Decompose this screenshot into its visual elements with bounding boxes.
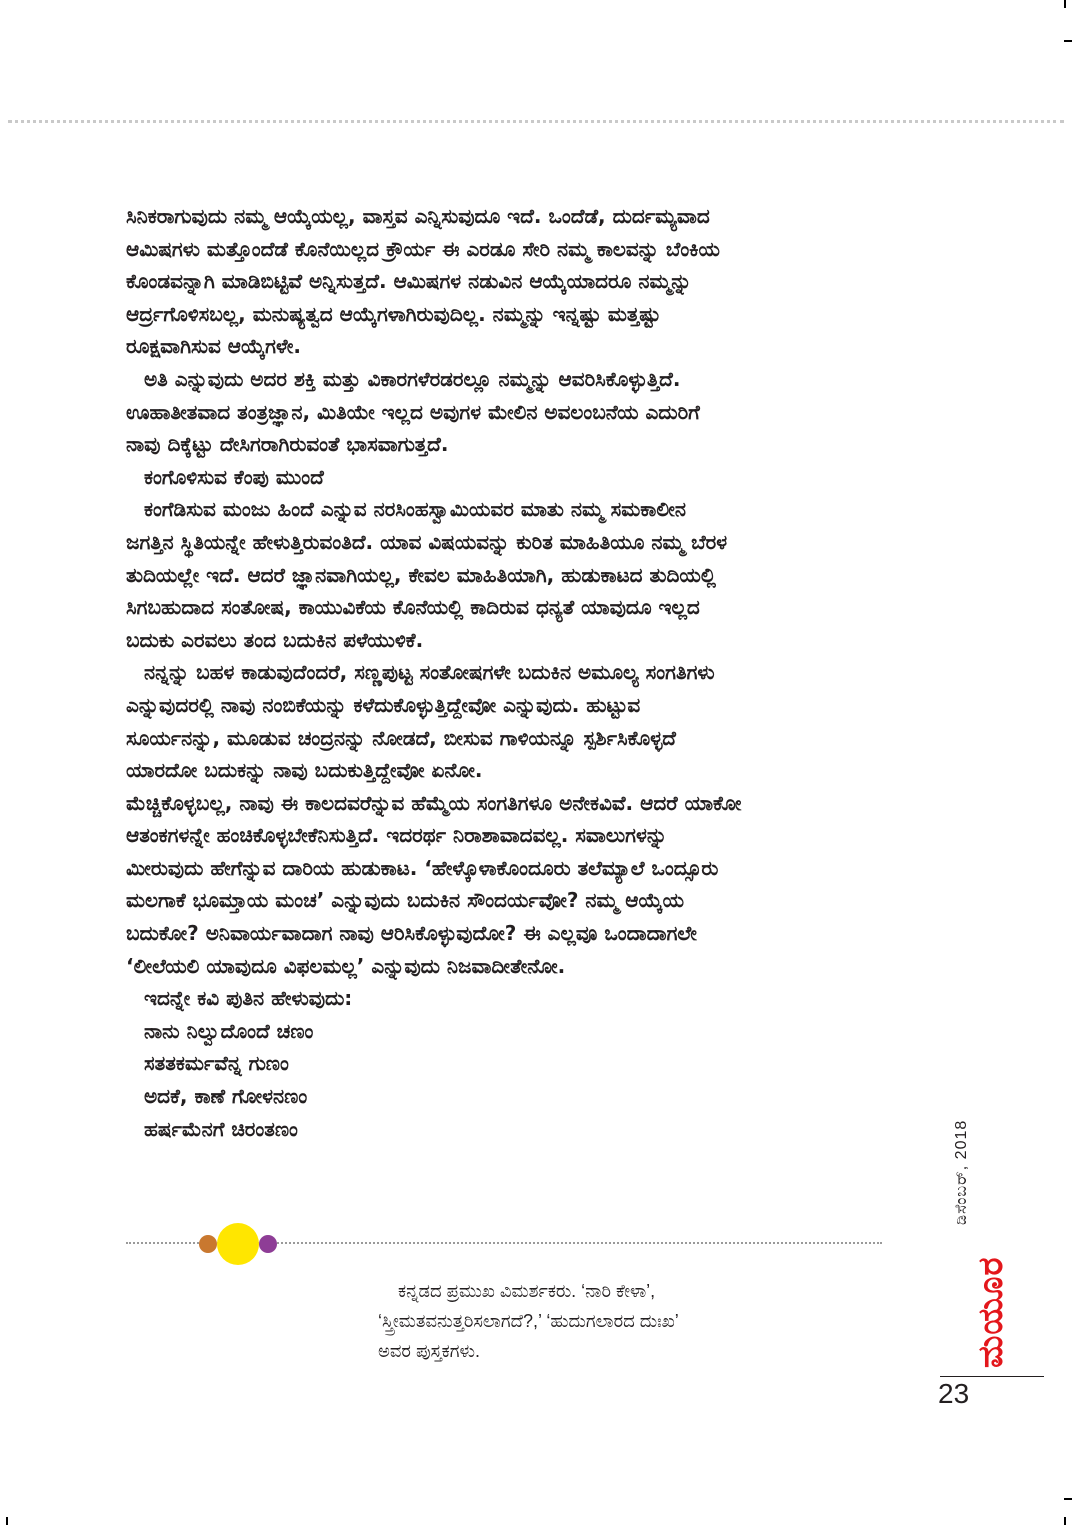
body-line: ಆತಂಕಗಳನ್ನೇ ಹಂಚಿಕೊಳ್ಳಬೇಕೆನಿಸುತ್ತಿದೆ. ಇದರರ್ಥ ನಿರಾಶಾವಾದವಲ್ಲ. ಸವಾಲುಗಳನ್ನು [126, 823, 668, 848]
body-line: ನಾವು ದಿಕ್ಕೆಟ್ಟು ದೇಸಿಗರಾಗಿರುವಂತೆ ಭಾಸವಾಗುತ್ತದೆ. [126, 432, 449, 457]
poem-line: ನಾನು ನಿಲ್ವುದೊಂದೆ ಚಣಂ [144, 1018, 314, 1043]
article-body [126, 200, 926, 1145]
issue-date: ಡಿಸೆಂಬರ್, 2018 [953, 1119, 970, 1225]
body-line: ರೂಕ್ಷವಾಗಿಸುವ ಆಯ್ಕೆಗಳೇ. [126, 334, 301, 359]
body-line: ಆರ್ದ್ರಗೊಳಿಸಬಲ್ಲ, ಮನುಷ್ಯತ್ವದ ಆಯ್ಕೆಗಳಾಗಿರುವುದಿಲ್ಲ. ನಮ್ಮನ್ನು ಇನ್ನಷ್ಟು ಮತ್ತಷ್ಟು [126, 301, 661, 326]
bio-line: ಕನ್ನಡದ ಪ್ರಮುಖ ವಿಮರ್ಶಕರು. ‘ನಾರಿ ಕೇಳಾ’, [398, 1281, 656, 1301]
body-line: ಕೊಂಡವನ್ನಾಗಿ ಮಾಡಿಬಿಟ್ಟಿವೆ ಅನ್ನಿಸುತ್ತದೆ. ಆಮಿಷಗಳ ನಡುವಿನ ಆಯ್ಕೆಯಾದರೂ ನಮ್ಮನ್ನು [126, 269, 692, 294]
body-line: ಇದನ್ನೇ ಕವಿ ಪುತಿನ ಹೇಳುವುದು: [144, 986, 353, 1011]
top-dotted-rule [8, 120, 1064, 123]
crop-mark [1064, 0, 1066, 8]
body-line: ಕಂಗೆಡಿಸುವ ಮಂಜು ಹಿಂದೆ ಎನ್ನುವ ನರಸಿಂಹಸ್ವಾಮಿಯವರ ಮಾತು ನಮ್ಮ ಸಮಕಾಲೀನ [144, 497, 686, 522]
orange-dot-ornament [199, 1235, 217, 1253]
crop-mark [6, 1517, 8, 1525]
yellow-dot-ornament [217, 1223, 259, 1265]
body-line: ಸಿನಿಕರಾಗುವುದು ನಮ್ಮ ಆಯ್ಕೆಯಲ್ಲ, ವಾಸ್ತವ ಎನ್ನಿಸುವುದೂ ಇದೆ. ಒಂದೆಡೆ, ದುರ್ದಮ್ಯವಾದ [126, 204, 710, 228]
poem-line: ಅದಕೆ, ಕಾಣೆ ಗೋಳನಣಂ [144, 1084, 308, 1109]
bio-line: ‘ಸ್ತ್ರೀಮತವನುತ್ತರಿಸಲಾಗದೆ?,’ ‘ಹುದುಗಲಾರದ ದುಃಖ’ [378, 1311, 679, 1331]
body-line: ಬದುಕು ಎರವಲು ತಂದ ಬದುಕಿನ ಪಳೆಯುಳಿಕೆ. [126, 627, 424, 652]
body-line: ಮಲಗಾಕೆ ಭೂಮ್ತಾಯ ಮಂಚ’ ಎನ್ನುವುದು ಬದುಕಿನ ಸೌಂದರ್ಯವೋ? ನಮ್ಮ ಆಯ್ಕೆಯ [126, 888, 684, 913]
crop-mark [1064, 40, 1072, 42]
body-line: ಸಿಗಬಹುದಾದ ಸಂತೋಷ, ಕಾಯುವಿಕೆಯ ಕೊನೆಯಲ್ಲಿ ಕಾದಿರುವ ಧನ್ಯತೆ ಯಾವುದೂ ಇಲ್ಲದ [126, 595, 700, 620]
body-line: ಸೂರ್ಯನನ್ನು, ಮೂಡುವ ಚಂದ್ರನನ್ನು ನೋಡದೆ, ಬೀಸುವ ಗಾಳಿಯನ್ನೂ ಸ್ಪರ್ಶಿಸಿಕೊಳ್ಳದೆ [126, 725, 676, 750]
body-line: ಮೀರುವುದು ಹೇಗೆನ್ನುವ ದಾರಿಯ ಹುಡುಕಾಟ. ‘ಹೇಳ್ಕೊಳಾಕೊಂದೂರು ತಲೆಮ್ಯಾಲೆ ಒಂದ್ಸೂರು [126, 855, 719, 880]
poem-line: ಸತತಕರ್ಮವೆನ್ನ ಗುಣಂ [144, 1051, 289, 1076]
body-line: ಮೆಚ್ಚಿಕೊಳ್ಳಬಲ್ಲ, ನಾವು ಈ ಕಾಲದವರೆನ್ನುವ ಹೆಮ್ಮೆಯ ಸಂಗತಿಗಳೂ ಅನೇಕವಿವೆ. ಆದರೆ ಯಾಕೋ [126, 790, 742, 815]
body-line: ಎನ್ನುವುದರಲ್ಲಿ ನಾವು ನಂಬಿಕೆಯನ್ನು ಕಳೆದುಕೊಳ್ಳುತ್ತಿದ್ದೇವೋ ಎನ್ನುವುದು. ಹುಟ್ಟುವ [126, 692, 641, 717]
poem-line: ಹರ್ಷಮೆನಗೆ ಚಿರಂತಣಂ [144, 1116, 298, 1141]
page-number: 23 [938, 1378, 970, 1409]
body-line: ಕಂಗೊಳಿಸುವ ಕೆಂಪು ಮುಂದೆ [144, 464, 324, 489]
body-line: ಆಮಿಷಗಳು ಮತ್ತೊಂದೆಡೆ ಕೊನೆಯಿಲ್ಲದ ಕ್ರೌರ್ಯ ಈ ಎರಡೂ ಸೇರಿ ನಮ್ಮ ಕಾಲವನ್ನು ಬೆಂಕಿಯ [126, 236, 720, 261]
crop-mark [1064, 1517, 1066, 1525]
bio-line: ಅವರ ಪುಸ್ತಕಗಳು. [378, 1341, 481, 1361]
magazine-logo: ಮಯೂರ [971, 1256, 1011, 1368]
author-bio [378, 1276, 878, 1366]
body-line: ಊಹಾತೀತವಾದ ತಂತ್ರಜ್ಞಾನ, ಮಿತಿಯೇ ಇಲ್ಲದ ಅವುಗಳ ಮೇಲಿನ ಅವಲಂಬನೆಯ ಎದುರಿಗೆ [126, 399, 700, 424]
body-line: ಅತಿ ಎನ್ನುವುದು ಅದರ ಶಕ್ತಿ ಮತ್ತು ವಿಕಾರಗಳೆರಡರಲ್ಲೂ ನಮ್ಮನ್ನು ಆವರಿಸಿಕೊಳ್ಳುತ್ತಿದೆ. [144, 366, 681, 391]
purple-dot-ornament [259, 1235, 277, 1253]
body-line: ಬದುಕೋ? ಅನಿವಾರ್ಯವಾದಾಗ ನಾವು ಆರಿಸಿಕೊಳ್ಳುವುದೋ? ಈ ಎಲ್ಲವೂ ಒಂದಾದಾಗಲೇ [126, 921, 697, 946]
page-number-rule [940, 1376, 1044, 1377]
body-line: ‘ಲೀಲೆಯಲಿ ಯಾವುದೂ ವಿಫಲಮಲ್ಲ’ ಎನ್ನುವುದು ನಿಜವಾದೀತೇನೋ. [126, 953, 566, 978]
crop-mark [1064, 1498, 1072, 1500]
body-line: ನನ್ನನ್ನು ಬಹಳ ಕಾಡುವುದೆಂದರೆ, ಸಣ್ಣಪುಟ್ಟ ಸಂತೋಷಗಳೇ ಬದುಕಿನ ಅಮೂಲ್ಯ ಸಂಗತಿಗಳು [144, 660, 715, 685]
body-line: ತುದಿಯಲ್ಲೇ ಇದೆ. ಆದರೆ ಜ್ಞಾನವಾಗಿಯಲ್ಲ, ಕೇವಲ ಮಾಹಿತಿಯಾಗಿ, ಹುಡುಕಾಟದ ತುದಿಯಲ್ಲಿ [126, 562, 716, 587]
body-line: ಯಾರದೋ ಬದುಕನ್ನು ನಾವು ಬದುಕುತ್ತಿದ್ದೇವೋ ಏನೋ. [126, 758, 483, 783]
body-line: ಜಗತ್ತಿನ ಸ್ಥಿತಿಯನ್ನೇ ಹೇಳುತ್ತಿರುವಂತಿದೆ. ಯಾವ ವಿಷಯವನ್ನು ಕುರಿತ ಮಾಹಿತಿಯೂ ನಮ್ಮ ಬೆರಳ [126, 529, 728, 554]
